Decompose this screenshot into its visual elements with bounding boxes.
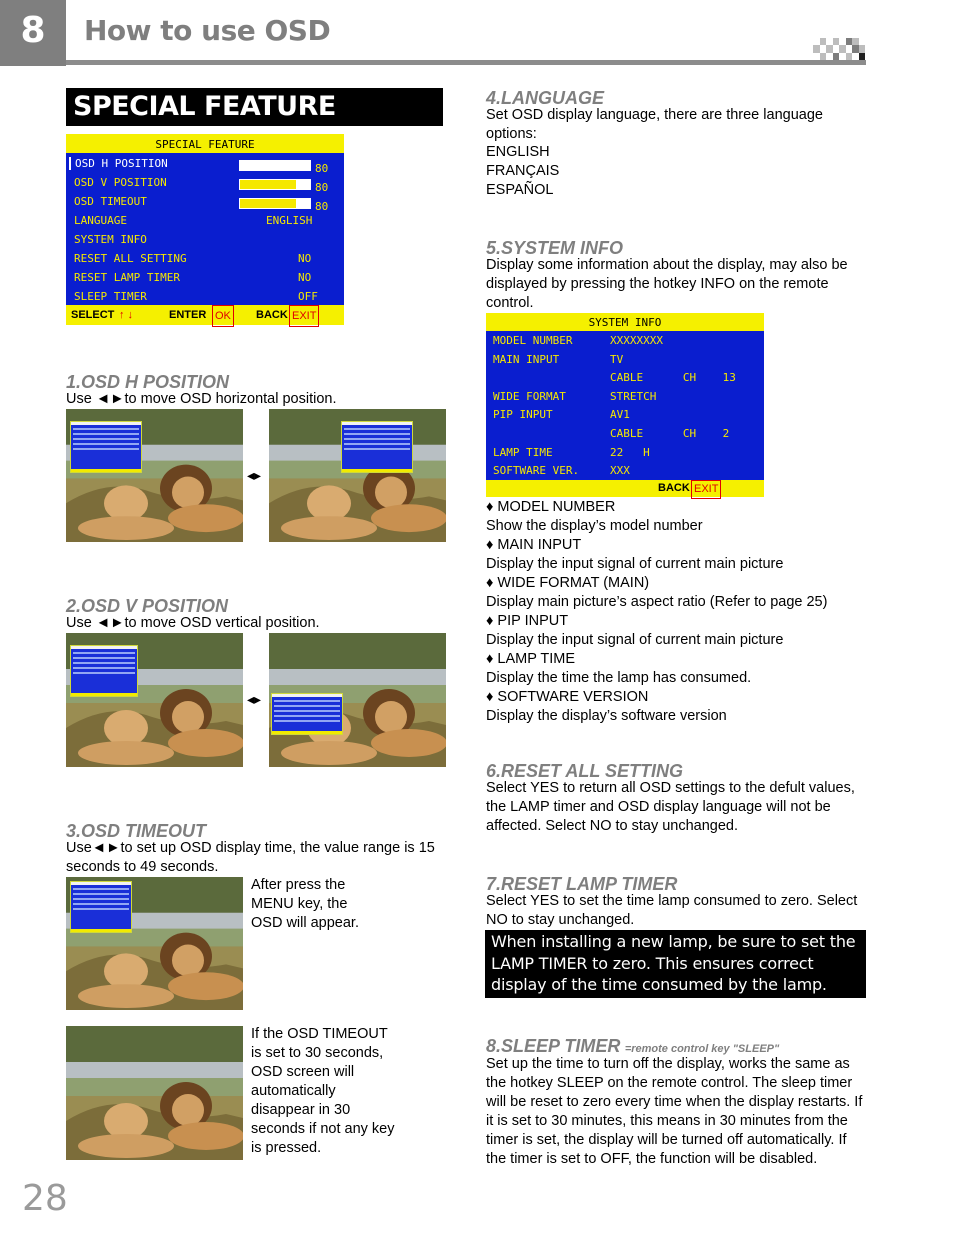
menu-item-slider[interactable] [239, 198, 311, 209]
mini-osd-footer-bar [71, 929, 131, 932]
lion-photo [66, 877, 243, 1010]
slider-fill [240, 199, 296, 208]
mini-osd-footer-bar [71, 469, 141, 472]
mini-osd-line [73, 672, 135, 674]
menu-item-slider[interactable] [239, 179, 311, 190]
lion-photo [66, 633, 243, 767]
mini-osd-line [73, 667, 135, 669]
checker-cell [859, 38, 866, 45]
system-info-value: 22 H [610, 445, 650, 459]
slider-fill [240, 180, 296, 189]
system-info-description-line: ♦ SOFTWARE VERSION [486, 689, 649, 705]
menu-item-value: OFF [298, 290, 318, 303]
mini-osd-line [344, 448, 410, 450]
system-info-text: Display some information about the display, may also be displayed by pressing the hotkey INFO on the remote control. [486, 257, 848, 311]
mini-osd-line [73, 898, 129, 900]
system-info-description-line: ♦ PIP INPUT [486, 613, 569, 629]
menu-item-value: 80 [315, 181, 329, 194]
osd-v-position-text: Use ◄►to move OSD vertical position. [66, 615, 320, 631]
system-info-menu [486, 313, 764, 497]
heading-osd-h-position: 1.OSD H POSITION [66, 372, 230, 392]
system-info-description-line: Display the input signal of current main picture [486, 632, 784, 648]
language-option: FRANÇAIS [486, 163, 560, 179]
system-info-description-line: Show the display’s model number [486, 518, 703, 534]
mini-osd-line [73, 438, 139, 440]
mini-osd-line [73, 888, 129, 890]
system-info-value: CABLE CH 2 [610, 427, 730, 440]
mini-osd-line [344, 443, 410, 445]
checker-cell [859, 53, 866, 60]
chapter-number: 8 [0, 0, 66, 66]
menu-item-label[interactable]: SLEEP TIMER [74, 290, 147, 303]
heading-system-info: 5.SYSTEM INFO [486, 238, 624, 258]
slider-fill [240, 161, 296, 170]
lamp-warning-box: When installing a new lamp, be sure to set the LAMP TIMER to zero. This ensures correct display of the time consumed by the lamp. [485, 930, 866, 998]
mini-osd-line [73, 433, 139, 435]
exit-key: EXIT [691, 480, 721, 499]
mini-osd-footer-bar [342, 469, 412, 472]
mini-osd-title-bar [272, 694, 342, 697]
select-label: SELECT [71, 309, 115, 321]
mini-osd-overlay [70, 881, 132, 933]
system-info-title: SYSTEM INFO [486, 313, 764, 331]
system-info-label: WIDE FORMAT [493, 389, 566, 403]
system-info-value: XXX [610, 464, 630, 478]
heading-reset-lamp: 7.RESET LAMP TIMER [486, 874, 678, 894]
mini-osd-overlay [271, 693, 343, 735]
sleep-timer-title: 8.SLEEP TIMER [486, 1036, 621, 1056]
page-title: How to use OSD [84, 14, 331, 47]
mini-osd-line [274, 720, 340, 722]
system-info-description-line: Display main picture’s aspect ratio (Refer to page 25) [486, 594, 828, 610]
mini-osd-overlay [341, 421, 413, 473]
ok-key: OK [212, 305, 234, 327]
menu-item-label[interactable]: RESET ALL SETTING [74, 252, 187, 265]
mini-osd-line [73, 893, 129, 895]
mini-osd-line [73, 908, 129, 910]
system-info-description-line: Display the display’s software version [486, 708, 727, 724]
menu-footer [66, 305, 344, 325]
mini-osd-line [274, 705, 340, 707]
header-divider [66, 60, 866, 65]
mini-osd-title-bar [342, 422, 412, 425]
mini-osd-line [73, 903, 129, 905]
heading-osd-timeout: 3.OSD TIMEOUT [66, 821, 207, 841]
savanna-lions-image [66, 1026, 243, 1160]
mini-osd-footer-bar [272, 731, 342, 734]
menu-title: SPECIAL FEATURE [66, 134, 344, 153]
section-banner: SPECIAL FEATURE [66, 88, 443, 126]
system-info-description-line: ♦ MODEL NUMBER [486, 499, 616, 515]
system-info-description-line: ♦ LAMP TIME [486, 651, 576, 667]
system-info-value: AV1 [610, 408, 630, 422]
system-info-description-line: Display the input signal of current main picture [486, 556, 784, 572]
mini-osd-line [73, 657, 135, 659]
mini-osd-line [73, 448, 139, 450]
mini-osd-overlay [70, 645, 138, 697]
system-info-footer [486, 480, 764, 497]
menu-item-value: ENGLISH [266, 214, 313, 227]
timeout-caption-disappear: If the OSD TIMEOUT is set to 30 seconds, OSD screen will automatically disappear in 30 seconds if not any key is pressed. [251, 1026, 395, 1156]
mini-osd-line [344, 428, 410, 430]
timeout-caption-appear: After press the MENU key, the OSD will appear. [251, 877, 359, 931]
mini-osd-overlay [70, 421, 142, 473]
mini-osd-line [344, 438, 410, 440]
up-down-icon: ↑ ↓ [119, 309, 134, 321]
reset-all-text: Select YES to return all OSD settings to the defult values, the LAMP timer and OSD display language will not be affected. Select NO to stay unchanged. [486, 780, 855, 834]
menu-item-label[interactable]: OSD TIMEOUT [74, 195, 147, 208]
mini-osd-footer-bar [71, 693, 137, 696]
system-info-label: MAIN INPUT [493, 352, 560, 366]
mini-osd-line [73, 662, 135, 664]
menu-item-label[interactable]: OSD H POSITION [69, 157, 168, 170]
heading-reset-all: 6.RESET ALL SETTING [486, 761, 684, 781]
menu-item-slider[interactable] [239, 160, 311, 171]
menu-item-label[interactable]: LANGUAGE [74, 214, 127, 227]
language-text: Set OSD display language, there are three language options: [486, 107, 823, 142]
system-info-label: SOFTWARE VER. [493, 464, 580, 478]
heading-osd-v-position: 2.OSD V POSITION [66, 596, 229, 616]
lion-photo [66, 409, 243, 542]
menu-item-value: 80 [315, 200, 329, 213]
sleep-timer-text: Set up the time to turn off the display, works the same as the hotkey SLEEP on the remote control. The sleep timer will be reset to zero every time when the display restarts. If it is set to 30 minutes, this means in 30 minutes from the timer is set, the display will be turned off automatically. If the timer is set to OFF, the function will be disabled. [486, 1056, 863, 1167]
system-info-value: STRETCH [610, 389, 657, 403]
system-info-label: LAMP TIME [493, 445, 553, 459]
sleep-timer-note: =remote control key "SLEEP" [624, 1043, 780, 1055]
mini-osd-line [274, 700, 340, 702]
system-info-value: TV [610, 352, 624, 366]
back-label: BACK [256, 309, 288, 321]
heading-sleep-timer [486, 1036, 779, 1057]
heading-language: 4.LANGUAGE [486, 88, 605, 108]
reset-lamp-text: Select YES to set the time lamp consumed to zero. Select NO to stay unchanged. [486, 893, 858, 928]
mini-osd-line [73, 652, 135, 654]
mini-osd-title-bar [71, 646, 137, 649]
exit-key: EXIT [289, 305, 319, 327]
osd-timeout-text: Use◄►to set up OSD display time, the value range is 15 seconds to 49 seconds. [66, 840, 435, 875]
page-number: 28 [22, 1178, 68, 1219]
left-right-arrow-icon: ◂▸ [247, 691, 262, 707]
left-right-arrow-icon: ◂▸ [247, 467, 262, 483]
mini-osd-line [73, 428, 139, 430]
checker-cell [859, 45, 866, 52]
mini-osd-line [274, 715, 340, 717]
menu-item-value: NO [298, 252, 312, 265]
menu-item-value: NO [298, 271, 312, 284]
mini-osd-title-bar [71, 422, 141, 425]
enter-label: ENTER [169, 309, 207, 321]
language-option: ENGLISH [486, 144, 550, 160]
special-feature-menu [66, 134, 344, 325]
system-info-value: XXXXXXXX [610, 334, 663, 347]
mini-osd-line [73, 443, 139, 445]
system-info-description-line: ♦ MAIN INPUT [486, 537, 582, 553]
checker-decoration [813, 38, 865, 60]
system-info-description-line: Display the time the lamp has consumed. [486, 670, 752, 686]
language-option: ESPAÑOL [486, 182, 554, 198]
system-info-value: CABLE CH 13 [610, 371, 736, 385]
back-label: BACK [658, 482, 690, 494]
system-info-label: PIP INPUT [493, 408, 553, 422]
menu-item-label[interactable]: OSD V POSITION [74, 176, 167, 189]
menu-item-value: 80 [315, 162, 329, 175]
system-info-label: MODEL NUMBER [493, 334, 573, 347]
menu-item-label[interactable]: SYSTEM INFO [74, 233, 147, 246]
lion-photo [269, 409, 446, 542]
system-info-descriptions [486, 498, 866, 726]
mini-osd-line [274, 710, 340, 712]
menu-item-label[interactable]: RESET LAMP TIMER [74, 271, 180, 284]
lion-photo [66, 1026, 243, 1160]
system-info-description-line: ♦ WIDE FORMAT (MAIN) [486, 575, 650, 591]
mini-osd-title-bar [71, 882, 131, 885]
mini-osd-line [344, 433, 410, 435]
osd-h-position-text: Use ◄►to move OSD horizontal position. [66, 391, 337, 407]
lion-photo [269, 633, 446, 767]
